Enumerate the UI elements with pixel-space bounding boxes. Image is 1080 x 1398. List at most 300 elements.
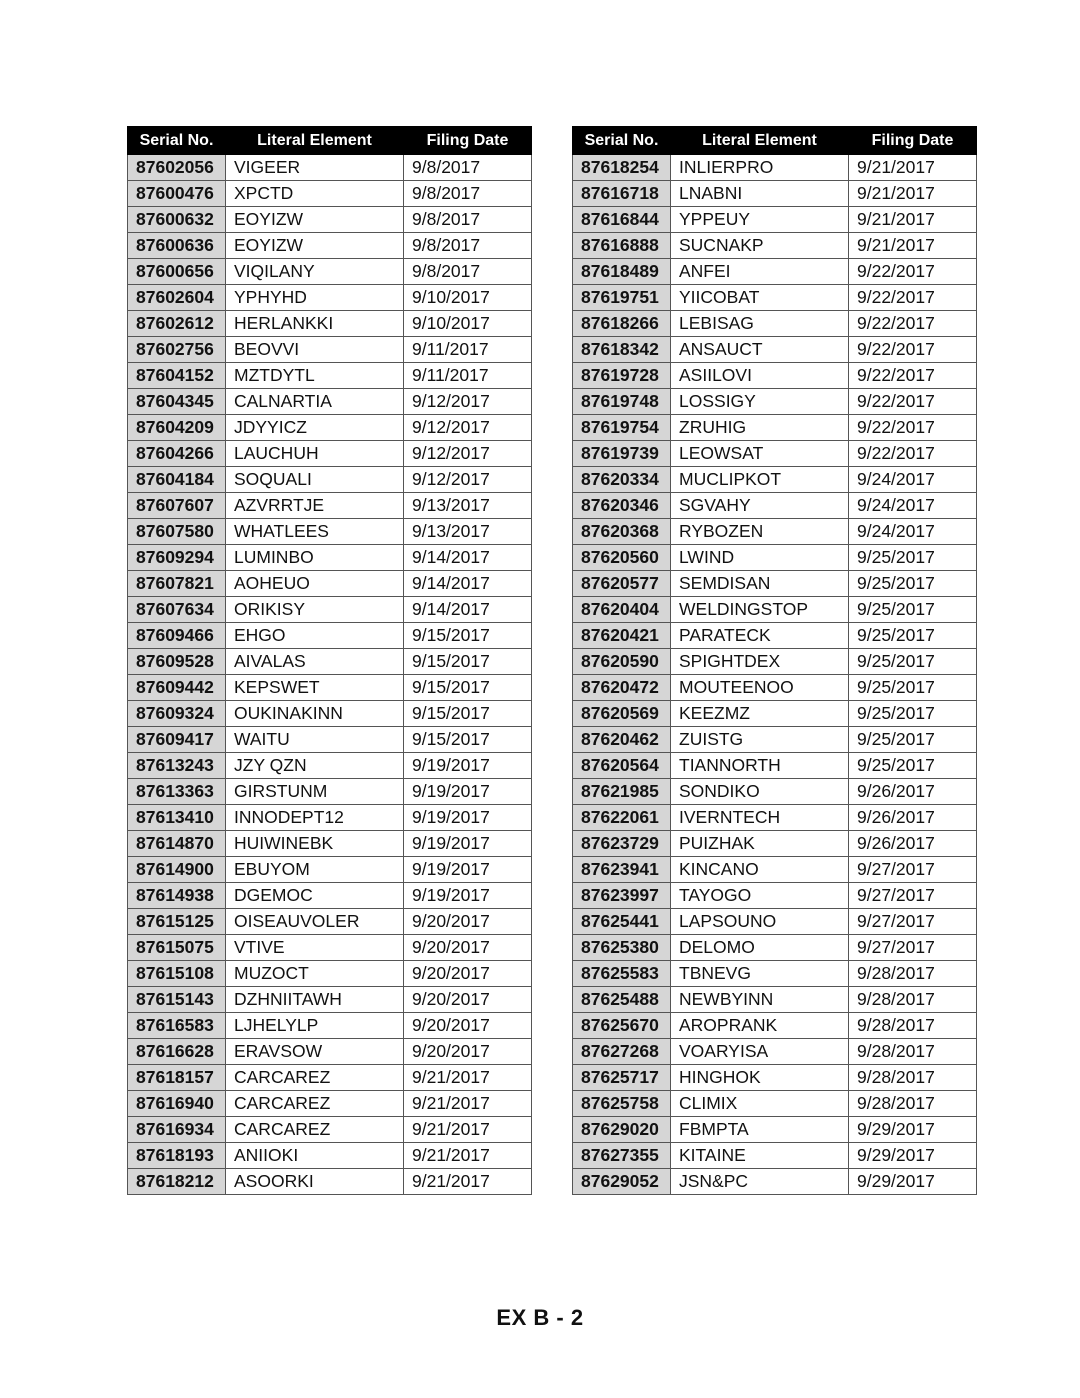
serial-no-cell: 87618193	[128, 1143, 226, 1169]
table-row	[573, 831, 977, 857]
literal-element-cell: LAUCHUH	[226, 441, 404, 467]
filing-date-cell: 9/21/2017	[404, 1169, 532, 1195]
filing-date-cell: 9/26/2017	[849, 779, 977, 805]
filing-date-cell: 9/29/2017	[849, 1143, 977, 1169]
table-row	[128, 519, 532, 545]
filing-date-cell: 9/11/2017	[404, 337, 532, 363]
serial-no-cell: 87625488	[573, 987, 671, 1013]
table-row	[128, 1065, 532, 1091]
serial-no-header: Serial No.	[573, 127, 671, 155]
serial-no-cell: 87629020	[573, 1117, 671, 1143]
table-row	[128, 649, 532, 675]
serial-no-cell: 87616940	[128, 1091, 226, 1117]
table-row	[128, 753, 532, 779]
table-row	[128, 571, 532, 597]
literal-element-cell: RYBOZEN	[671, 519, 849, 545]
serial-no-cell: 87616934	[128, 1117, 226, 1143]
filing-date-cell: 9/21/2017	[849, 155, 977, 181]
table-row	[128, 987, 532, 1013]
serial-no-cell: 87600656	[128, 259, 226, 285]
filing-date-cell: 9/8/2017	[404, 155, 532, 181]
table-row	[573, 727, 977, 753]
filing-date-cell: 9/25/2017	[849, 727, 977, 753]
serial-no-cell: 87625380	[573, 935, 671, 961]
filing-date-cell: 9/25/2017	[849, 545, 977, 571]
serial-no-cell: 87613363	[128, 779, 226, 805]
table-row	[128, 259, 532, 285]
table-row	[128, 701, 532, 727]
literal-element-cell: LAPSOUNO	[671, 909, 849, 935]
table-row	[573, 285, 977, 311]
serial-no-cell: 87629052	[573, 1169, 671, 1195]
serial-no-cell: 87620334	[573, 467, 671, 493]
table-row	[573, 779, 977, 805]
filing-date-cell: 9/19/2017	[404, 883, 532, 909]
serial-no-cell: 87620368	[573, 519, 671, 545]
filing-date-cell: 9/13/2017	[404, 519, 532, 545]
serial-no-cell: 87620569	[573, 701, 671, 727]
filing-date-cell: 9/24/2017	[849, 467, 977, 493]
table-row	[573, 441, 977, 467]
table-row	[128, 675, 532, 701]
serial-no-cell: 87618489	[573, 259, 671, 285]
literal-element-cell: JZY QZN	[226, 753, 404, 779]
serial-no-cell: 87613243	[128, 753, 226, 779]
literal-element-cell: EBUYOM	[226, 857, 404, 883]
table-row	[128, 493, 532, 519]
table-row	[573, 1013, 977, 1039]
filing-date-cell: 9/15/2017	[404, 701, 532, 727]
serial-no-cell: 87619748	[573, 389, 671, 415]
literal-element-cell: MZTDYTL	[226, 363, 404, 389]
filing-date-cell: 9/22/2017	[849, 415, 977, 441]
literal-element-cell: ASIILOVI	[671, 363, 849, 389]
serial-no-cell: 87620590	[573, 649, 671, 675]
serial-no-cell: 87607821	[128, 571, 226, 597]
literal-element-cell: ANFEI	[671, 259, 849, 285]
literal-element-cell: TBNEVG	[671, 961, 849, 987]
literal-element-cell: EHGO	[226, 623, 404, 649]
filing-date-cell: 9/15/2017	[404, 675, 532, 701]
table-row	[128, 1143, 532, 1169]
filing-date-cell: 9/27/2017	[849, 935, 977, 961]
filing-date-cell: 9/22/2017	[849, 389, 977, 415]
table-row	[128, 389, 532, 415]
serial-no-cell: 87614900	[128, 857, 226, 883]
serial-no-cell: 87620564	[573, 753, 671, 779]
serial-no-cell: 87604152	[128, 363, 226, 389]
table-row	[573, 493, 977, 519]
literal-element-cell: INNODEPT12	[226, 805, 404, 831]
table-row	[128, 181, 532, 207]
literal-element-cell: FBMPTA	[671, 1117, 849, 1143]
filing-date-cell: 9/22/2017	[849, 311, 977, 337]
table-row	[128, 805, 532, 831]
literal-element-cell: HERLANKKI	[226, 311, 404, 337]
literal-element-header: Literal Element	[671, 127, 849, 155]
table-row	[573, 909, 977, 935]
filing-date-cell: 9/12/2017	[404, 441, 532, 467]
table-row	[573, 467, 977, 493]
literal-element-cell: PUIZHAK	[671, 831, 849, 857]
serial-no-cell: 87607607	[128, 493, 226, 519]
serial-no-cell: 87602612	[128, 311, 226, 337]
serial-no-cell: 87623997	[573, 883, 671, 909]
filing-date-cell: 9/22/2017	[849, 259, 977, 285]
serial-no-cell: 87614870	[128, 831, 226, 857]
serial-no-cell: 87625441	[573, 909, 671, 935]
filing-date-cell: 9/28/2017	[849, 1091, 977, 1117]
table-row	[573, 415, 977, 441]
filing-date-cell: 9/21/2017	[404, 1143, 532, 1169]
literal-element-cell: ANSAUCT	[671, 337, 849, 363]
filing-date-cell: 9/24/2017	[849, 493, 977, 519]
table-header-row	[128, 127, 532, 155]
table-row	[128, 1117, 532, 1143]
filing-date-cell: 9/28/2017	[849, 987, 977, 1013]
literal-element-cell: JDYYICZ	[226, 415, 404, 441]
serial-no-cell: 87620421	[573, 623, 671, 649]
filing-date-cell: 9/25/2017	[849, 753, 977, 779]
serial-no-cell: 87609442	[128, 675, 226, 701]
table-row	[128, 1169, 532, 1195]
table-row	[128, 727, 532, 753]
filing-date-cell: 9/28/2017	[849, 1013, 977, 1039]
literal-element-cell: ASOORKI	[226, 1169, 404, 1195]
filing-date-cell: 9/29/2017	[849, 1117, 977, 1143]
serial-no-cell: 87627355	[573, 1143, 671, 1169]
literal-element-cell: LWIND	[671, 545, 849, 571]
literal-element-header: Literal Element	[226, 127, 404, 155]
serial-no-cell: 87616718	[573, 181, 671, 207]
serial-no-cell: 87620404	[573, 597, 671, 623]
table-row	[573, 571, 977, 597]
table-row	[573, 363, 977, 389]
serial-no-cell: 87625717	[573, 1065, 671, 1091]
literal-element-cell: CALNARTIA	[226, 389, 404, 415]
filing-date-cell: 9/19/2017	[404, 805, 532, 831]
table-row	[573, 1169, 977, 1195]
filing-date-cell: 9/28/2017	[849, 961, 977, 987]
literal-element-cell: AZVRRTJE	[226, 493, 404, 519]
filing-date-cell: 9/12/2017	[404, 467, 532, 493]
serial-no-cell: 87618254	[573, 155, 671, 181]
literal-element-cell: LEBISAG	[671, 311, 849, 337]
serial-no-cell: 87600636	[128, 233, 226, 259]
filing-date-cell: 9/15/2017	[404, 623, 532, 649]
filing-date-cell: 9/10/2017	[404, 311, 532, 337]
filing-date-header: Filing Date	[849, 127, 977, 155]
filing-date-cell: 9/26/2017	[849, 805, 977, 831]
table-row	[128, 857, 532, 883]
filing-date-cell: 9/19/2017	[404, 779, 532, 805]
filing-date-cell: 9/14/2017	[404, 597, 532, 623]
literal-element-cell: CLIMIX	[671, 1091, 849, 1117]
filing-date-cell: 9/13/2017	[404, 493, 532, 519]
literal-element-cell: CARCAREZ	[226, 1117, 404, 1143]
filing-date-cell: 9/21/2017	[404, 1091, 532, 1117]
serial-no-cell: 87616628	[128, 1039, 226, 1065]
literal-element-cell: EOYIZW	[226, 233, 404, 259]
filing-date-cell: 9/25/2017	[849, 649, 977, 675]
literal-element-cell: YIICOBAT	[671, 285, 849, 311]
literal-element-cell: ZUISTG	[671, 727, 849, 753]
literal-element-cell: DZHNIITAWH	[226, 987, 404, 1013]
literal-element-cell: WAITU	[226, 727, 404, 753]
literal-element-cell: BEOVVI	[226, 337, 404, 363]
filing-date-cell: 9/26/2017	[849, 831, 977, 857]
table-row	[573, 1117, 977, 1143]
literal-element-cell: SEMDISAN	[671, 571, 849, 597]
serial-no-cell: 87600632	[128, 207, 226, 233]
serial-no-cell: 87616844	[573, 207, 671, 233]
filing-date-cell: 9/29/2017	[849, 1169, 977, 1195]
serial-no-cell: 87609466	[128, 623, 226, 649]
literal-element-cell: LUMINBO	[226, 545, 404, 571]
literal-element-cell: ZRUHIG	[671, 415, 849, 441]
serial-no-cell: 87602056	[128, 155, 226, 181]
table-row	[128, 935, 532, 961]
filing-date-cell: 9/25/2017	[849, 675, 977, 701]
filing-date-cell: 9/21/2017	[849, 181, 977, 207]
table-row	[573, 155, 977, 181]
literal-element-cell: KEEZMZ	[671, 701, 849, 727]
literal-element-cell: SONDIKO	[671, 779, 849, 805]
serial-no-cell: 87609294	[128, 545, 226, 571]
serial-no-cell: 87615125	[128, 909, 226, 935]
table-row	[573, 649, 977, 675]
serial-no-cell: 87615108	[128, 961, 226, 987]
literal-element-cell: MOUTEENOO	[671, 675, 849, 701]
table-row	[128, 909, 532, 935]
serial-no-cell: 87620462	[573, 727, 671, 753]
literal-element-cell: PARATECK	[671, 623, 849, 649]
table-row	[128, 597, 532, 623]
table-row	[573, 207, 977, 233]
filing-date-cell: 9/20/2017	[404, 935, 532, 961]
filing-date-cell: 9/20/2017	[404, 961, 532, 987]
serial-no-cell: 87623941	[573, 857, 671, 883]
table-row	[128, 311, 532, 337]
serial-no-cell: 87619751	[573, 285, 671, 311]
table-row	[573, 311, 977, 337]
filing-date-cell: 9/22/2017	[849, 337, 977, 363]
table-header-row	[573, 127, 977, 155]
filing-date-cell: 9/8/2017	[404, 233, 532, 259]
table-row	[573, 519, 977, 545]
serial-no-cell: 87602604	[128, 285, 226, 311]
serial-no-cell: 87618212	[128, 1169, 226, 1195]
serial-no-cell: 87609417	[128, 727, 226, 753]
literal-element-cell: XPCTD	[226, 181, 404, 207]
table-row	[573, 597, 977, 623]
table-row	[573, 389, 977, 415]
filing-date-cell: 9/21/2017	[849, 233, 977, 259]
serial-no-cell: 87620472	[573, 675, 671, 701]
literal-element-cell: ERAVSOW	[226, 1039, 404, 1065]
table-row	[573, 1091, 977, 1117]
table-row	[573, 987, 977, 1013]
table-row	[128, 883, 532, 909]
table-row	[128, 1039, 532, 1065]
literal-element-cell: CARCAREZ	[226, 1065, 404, 1091]
literal-element-cell: HUIWINEBK	[226, 831, 404, 857]
literal-element-cell: OISEAUVOLER	[226, 909, 404, 935]
filing-date-cell: 9/22/2017	[849, 285, 977, 311]
table-row	[573, 337, 977, 363]
table-row	[128, 363, 532, 389]
table-row	[573, 1065, 977, 1091]
table-row	[573, 1039, 977, 1065]
table-row	[573, 259, 977, 285]
serial-no-cell: 87622061	[573, 805, 671, 831]
literal-element-cell: LOSSIGY	[671, 389, 849, 415]
serial-no-cell: 87604345	[128, 389, 226, 415]
literal-element-cell: MUCLIPKOT	[671, 467, 849, 493]
serial-no-cell: 87616888	[573, 233, 671, 259]
literal-element-cell: IVERNTECH	[671, 805, 849, 831]
literal-element-cell: ANIIOKI	[226, 1143, 404, 1169]
filing-date-cell: 9/24/2017	[849, 519, 977, 545]
filing-date-cell: 9/12/2017	[404, 389, 532, 415]
serial-no-cell: 87604184	[128, 467, 226, 493]
trademark-table-right	[572, 126, 977, 1195]
serial-no-cell: 87615143	[128, 987, 226, 1013]
serial-no-cell: 87604209	[128, 415, 226, 441]
serial-no-cell: 87614938	[128, 883, 226, 909]
serial-no-cell: 87607580	[128, 519, 226, 545]
serial-no-cell: 87619728	[573, 363, 671, 389]
filing-date-cell: 9/20/2017	[404, 909, 532, 935]
literal-element-cell: VIQILANY	[226, 259, 404, 285]
serial-no-cell: 87618342	[573, 337, 671, 363]
literal-element-cell: LEOWSAT	[671, 441, 849, 467]
table-row	[128, 337, 532, 363]
serial-no-cell: 87620346	[573, 493, 671, 519]
table-row	[573, 883, 977, 909]
table-row	[128, 155, 532, 181]
literal-element-cell: AROPRANK	[671, 1013, 849, 1039]
filing-date-cell: 9/28/2017	[849, 1065, 977, 1091]
literal-element-cell: SGVAHY	[671, 493, 849, 519]
table-row	[128, 779, 532, 805]
exhibit-footer-label: EX B - 2	[496, 1305, 584, 1330]
filing-date-cell: 9/14/2017	[404, 545, 532, 571]
filing-date-cell: 9/15/2017	[404, 649, 532, 675]
literal-element-cell: OUKINAKINN	[226, 701, 404, 727]
serial-no-cell: 87625758	[573, 1091, 671, 1117]
literal-element-cell: WELDINGSTOP	[671, 597, 849, 623]
literal-element-cell: WHATLEES	[226, 519, 404, 545]
table-row	[128, 1091, 532, 1117]
literal-element-cell: EOYIZW	[226, 207, 404, 233]
table-row	[573, 545, 977, 571]
serial-no-cell: 87619754	[573, 415, 671, 441]
filing-date-cell: 9/28/2017	[849, 1039, 977, 1065]
filing-date-cell: 9/20/2017	[404, 1039, 532, 1065]
serial-no-cell: 87609528	[128, 649, 226, 675]
trademark-table-left	[127, 126, 532, 1195]
serial-no-cell: 87616583	[128, 1013, 226, 1039]
serial-no-cell: 87625583	[573, 961, 671, 987]
literal-element-cell: VOARYISA	[671, 1039, 849, 1065]
serial-no-cell: 87613410	[128, 805, 226, 831]
serial-no-cell: 87618157	[128, 1065, 226, 1091]
table-row	[128, 545, 532, 571]
filing-date-cell: 9/27/2017	[849, 857, 977, 883]
literal-element-cell: ORIKISY	[226, 597, 404, 623]
table-row	[128, 233, 532, 259]
literal-element-cell: AOHEUO	[226, 571, 404, 597]
literal-element-cell: GIRSTUNM	[226, 779, 404, 805]
table-row	[128, 1013, 532, 1039]
filing-date-cell: 9/12/2017	[404, 415, 532, 441]
serial-no-cell: 87609324	[128, 701, 226, 727]
filing-date-header: Filing Date	[404, 127, 532, 155]
filing-date-cell: 9/25/2017	[849, 701, 977, 727]
literal-element-cell: TAYOGO	[671, 883, 849, 909]
serial-no-cell: 87602756	[128, 337, 226, 363]
serial-no-cell: 87620577	[573, 571, 671, 597]
table-row	[128, 831, 532, 857]
filing-date-cell: 9/25/2017	[849, 571, 977, 597]
filing-date-cell: 9/10/2017	[404, 285, 532, 311]
serial-no-cell: 87607634	[128, 597, 226, 623]
filing-date-cell: 9/8/2017	[404, 207, 532, 233]
table-row	[573, 961, 977, 987]
serial-no-cell: 87623729	[573, 831, 671, 857]
literal-element-cell: KITAINE	[671, 1143, 849, 1169]
literal-element-cell: KINCANO	[671, 857, 849, 883]
literal-element-cell: JSN&PC	[671, 1169, 849, 1195]
table-row	[128, 623, 532, 649]
literal-element-cell: SPIGHTDEX	[671, 649, 849, 675]
filing-date-cell: 9/8/2017	[404, 259, 532, 285]
table-row	[128, 285, 532, 311]
filing-date-cell: 9/19/2017	[404, 753, 532, 779]
table-row	[128, 961, 532, 987]
filing-date-cell: 9/20/2017	[404, 987, 532, 1013]
serial-no-cell: 87600476	[128, 181, 226, 207]
filing-date-cell: 9/15/2017	[404, 727, 532, 753]
filing-date-cell: 9/27/2017	[849, 909, 977, 935]
literal-element-cell: TIANNORTH	[671, 753, 849, 779]
serial-no-cell: 87625670	[573, 1013, 671, 1039]
literal-element-cell: LNABNI	[671, 181, 849, 207]
literal-element-cell: AIVALAS	[226, 649, 404, 675]
literal-element-cell: MUZOCT	[226, 961, 404, 987]
filing-date-cell: 9/8/2017	[404, 181, 532, 207]
table-row	[128, 467, 532, 493]
serial-no-cell: 87618266	[573, 311, 671, 337]
table-row	[573, 701, 977, 727]
filing-date-cell: 9/19/2017	[404, 831, 532, 857]
table-row	[128, 441, 532, 467]
literal-element-cell: YPPEUY	[671, 207, 849, 233]
serial-no-cell: 87615075	[128, 935, 226, 961]
filing-date-cell: 9/27/2017	[849, 883, 977, 909]
literal-element-cell: VIGEER	[226, 155, 404, 181]
table-row	[573, 675, 977, 701]
table-row	[573, 935, 977, 961]
filing-date-cell: 9/11/2017	[404, 363, 532, 389]
serial-no-header: Serial No.	[128, 127, 226, 155]
literal-element-cell: LJHELYLP	[226, 1013, 404, 1039]
literal-element-cell: SOQUALI	[226, 467, 404, 493]
table-row	[128, 415, 532, 441]
literal-element-cell: VTIVE	[226, 935, 404, 961]
table-row	[573, 857, 977, 883]
